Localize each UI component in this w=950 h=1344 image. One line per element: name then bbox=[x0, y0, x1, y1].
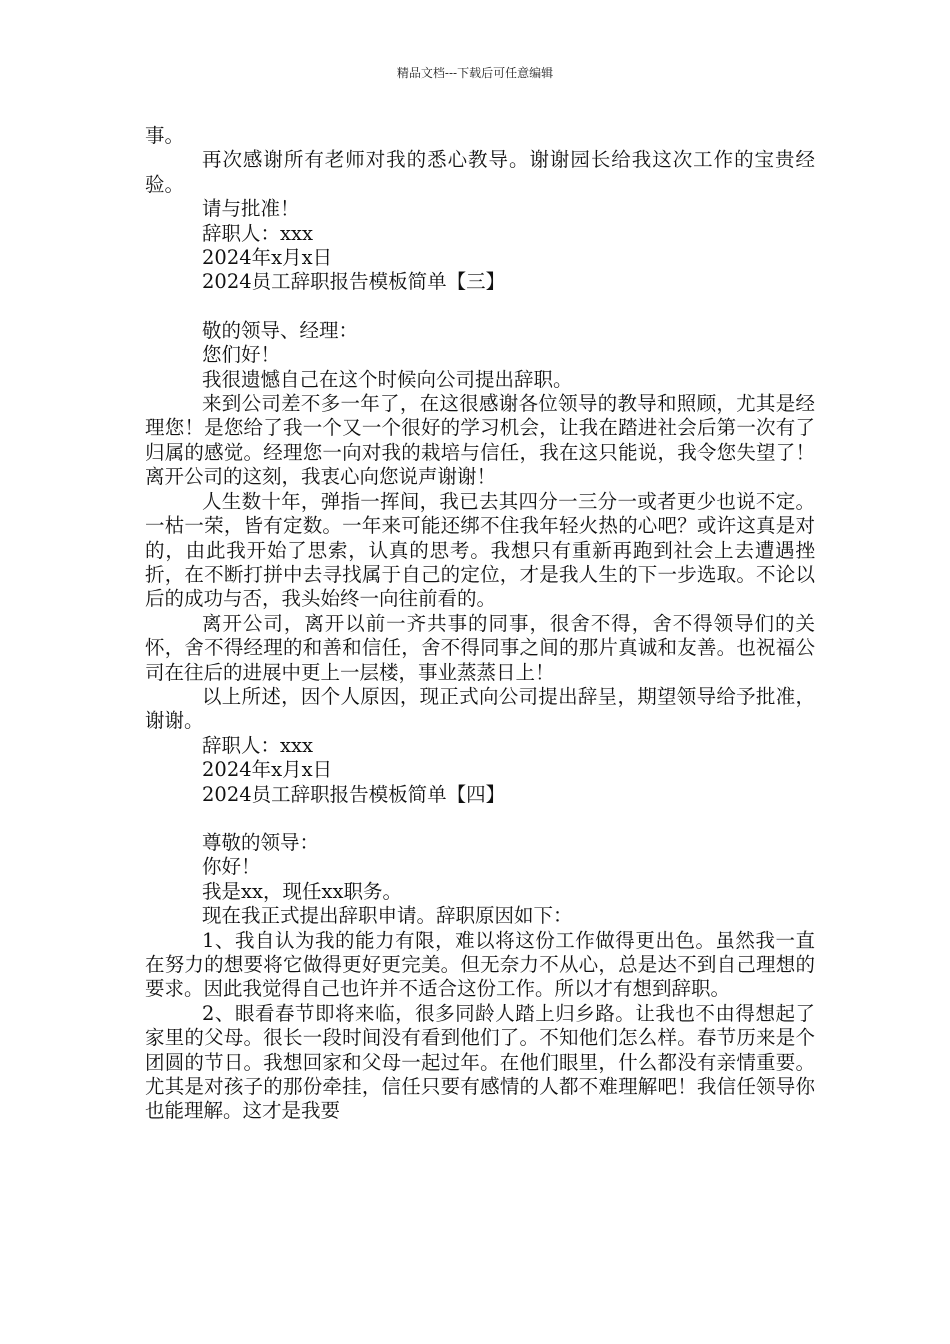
text-line: 你好！ bbox=[202, 855, 261, 879]
paragraph: 2、眼看春节即将来临，很多同龄人踏上归乡路。让我也不由得想起了家里的父母。很长一段时间没有看到他们了。不知他们怎么样。春节历来是个团圆的节日。我想回家和父母一起过年。在他们眼里，什么都没有亲情重要。尤其是对孩子的那份牵挂，信任只要有感情的人都不难理解吧！我信任领导你也能理解。这才是我要 bbox=[145, 1001, 815, 1123]
document-body bbox=[145, 124, 815, 1124]
text-line: 2024员工辞职报告模板简单【三】 bbox=[202, 270, 506, 294]
page-header: 精品文档---下载后可任意编辑 bbox=[396, 66, 554, 80]
paragraph: 人生数十年，弹指一挥间，我已去其四分一三分一或者更少也说不定。一枯一荣，皆有定数。一年来可能还绑不住我年轻火热的心吧？或许这真是对的，由此我开始了思索，认真的思考。我想只有重新再跑到社会上去遭遇挫折，在不断打拼中去寻找属于自己的定位，才是我人生的下一步选取。不论以后的成功与否，我头始终一向往前看的。 bbox=[145, 489, 815, 611]
blank-line bbox=[145, 295, 815, 319]
paragraph: 离开公司，离开以前一齐共事的同事，很舍不得，舍不得领导们的关怀，舍不得经理的和善和信任，舍不得同事之间的那片真诚和友善。也祝福公司在往后的进展中更上一层楼，事业蒸蒸日上！ bbox=[145, 611, 815, 684]
text-line: 现在我正式提出辞职申请。辞职原因如下： bbox=[202, 904, 573, 928]
paragraph: 再次感谢所有老师对我的悉心教导。谢谢园长给我这次工作的宝贵经验。 bbox=[145, 148, 815, 196]
text-line: 尊敬的领导： bbox=[202, 830, 320, 854]
text-line: 我很遗憾自己在这个时候向公司提出辞职。 bbox=[202, 367, 573, 391]
text-line: 请与批准！ bbox=[202, 197, 300, 221]
text-line: 辞职人：xxx bbox=[202, 733, 313, 757]
text-line: 2024员工辞职报告模板简单【四】 bbox=[202, 782, 506, 806]
text-line: 事。 bbox=[145, 124, 185, 147]
text-line: 您们好！ bbox=[202, 343, 281, 367]
text-line: 辞职人：xxx bbox=[202, 221, 313, 245]
text-line: 我是xx，现任xx职务。 bbox=[202, 879, 402, 903]
blank-line bbox=[145, 807, 815, 831]
text-line: 2024年x月x日 bbox=[202, 246, 333, 270]
text-line: 2024年x月x日 bbox=[202, 758, 333, 782]
paragraph: 来到公司差不多一年了，在这很感谢各位领导的教导和照顾，尤其是经理您！是您给了我一个又一个很好的学习机会，让我在踏进社会后第一次有了归属的感觉。经理您一向对我的栽培与信任，我在这只能说，我令您失望了！离开公司的这刻，我衷心向您说声谢谢！ bbox=[145, 392, 815, 489]
text-line: 敬的领导、经理： bbox=[202, 318, 359, 342]
paragraph: 以上所述，因个人原因，现正式向公司提出辞呈，期望领导给予批准，谢谢。 bbox=[145, 684, 815, 733]
paragraph: 1、我自认为我的能力有限，难以将这份工作做得更出色。虽然我一直在努力的想要将它做得更好更完美。但无奈力不从心，总是达不到自己理想的要求。因此我觉得自己也许并不适合这份工作。所以才有想到辞职。 bbox=[145, 928, 815, 1001]
